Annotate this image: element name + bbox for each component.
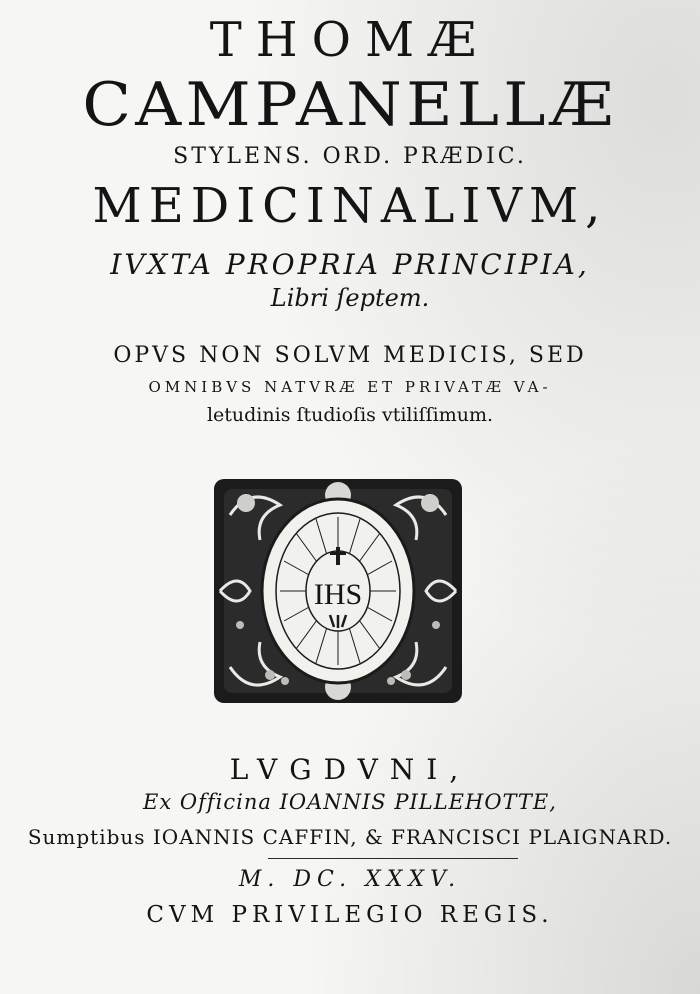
royal-privilege: CVM PRIVILEGIO REGIS. <box>146 902 554 928</box>
author-order: STYLENS. ORD. PRÆDIC. <box>173 144 527 169</box>
book-title: MEDICINALIVM, <box>92 178 608 234</box>
rule-divider <box>268 858 518 859</box>
printers-device-icon <box>210 475 466 707</box>
book-subtitle: IVXTA PROPRIA PRINCIPIA, <box>110 248 590 281</box>
imprint-publishers: Sumptibus IOANNIS CAFFIN, & FRANCISCI PLAIGNARD. <box>27 825 673 849</box>
ihs-monogram: IHS <box>313 578 363 611</box>
description-line-3: letudinis ſtudioſis vtiliſſimum. <box>206 404 494 426</box>
book-count: Libri ſeptem. <box>270 284 430 312</box>
author-surname: CAMPANELLÆ <box>82 70 618 140</box>
description-line-2: OMNIBVS NATVRÆ ET PRIVATÆ VA- <box>148 378 552 396</box>
author-first-name: THOMÆ <box>209 12 491 68</box>
imprint-place: LVGDVNI, <box>229 753 471 786</box>
imprint-year: M. DC. XXXV. <box>238 867 462 892</box>
imprint-printer: Ex Officina IOANNIS PILLEHOTTE, <box>143 790 557 814</box>
description-line-1: OPVS NON SOLVM MEDICIS, SED <box>113 343 587 368</box>
